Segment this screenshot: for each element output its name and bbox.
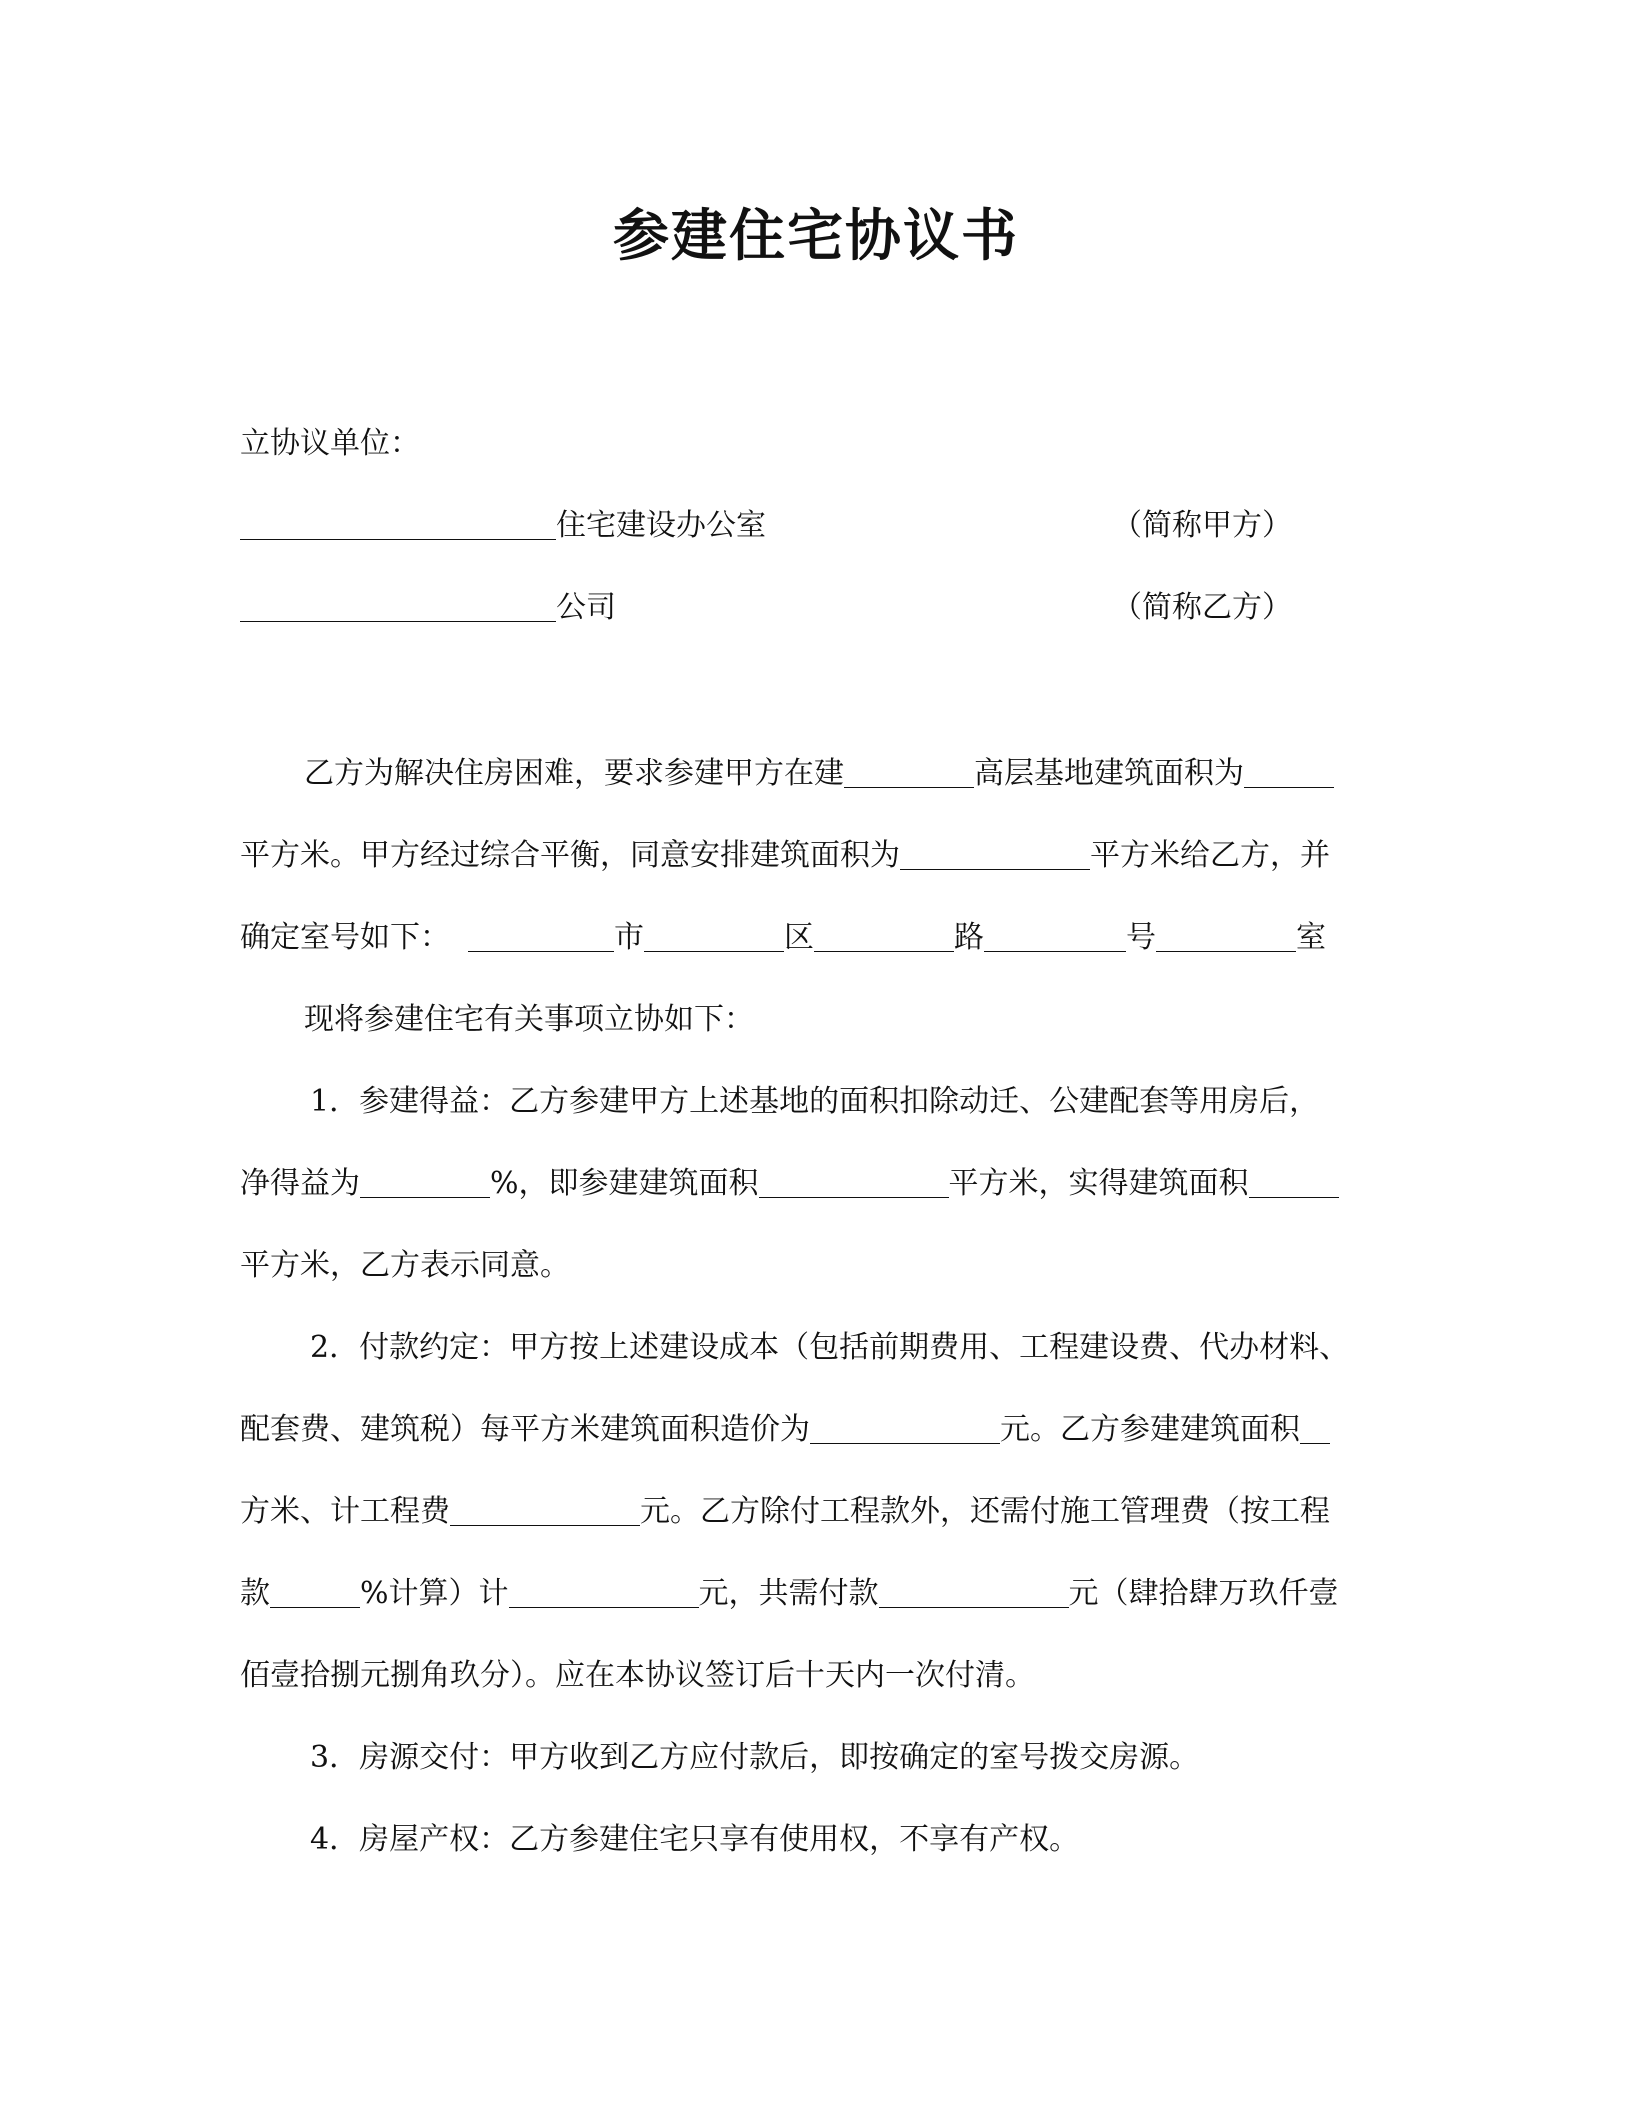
clause-text: 方米、计工程费 [240,1494,450,1529]
clause-2-line-4 [240,1574,1339,1614]
clause-text: 款 [240,1576,270,1611]
address-number-label: 号 [1126,920,1156,955]
intro-text: 确定室号如下： [240,920,450,955]
net-gain-percent-blank [360,1165,490,1198]
intro-line-1 [304,754,1334,794]
intro-line-3 [240,918,1326,958]
intro-text: 乙方为解决住房困难，要求参建甲方在建 [304,756,844,791]
clause-text: 平方米，实得建筑面积 [948,1166,1249,1201]
clause-1-line-3: 平方米，乙方表示同意。 [240,1248,570,1283]
address-road-label: 路 [954,920,984,955]
clause-1-line-2 [240,1164,1339,1204]
preamble: 现将参建住宅有关事项立协如下： [304,1002,754,1037]
clause-text: 净得益为 [240,1166,360,1201]
participating-area-blank-2 [1300,1411,1330,1444]
address-district-label: 区 [784,920,814,955]
site-name-blank [844,755,974,788]
party-a-name: 住宅建设办公室 [556,508,766,543]
clause-text: 元。乙方除付工程款外，还需付施工管理费（按工程 [640,1494,1330,1529]
party-b-blank [240,589,556,622]
document-title: 参建住宅协议书 [613,204,1019,269]
room-blank [1156,919,1296,952]
site-area-blank [1244,755,1334,788]
number-blank [984,919,1126,952]
clause-text: %，即参建建筑面积 [490,1166,759,1201]
intro-text: 高层基地建筑面积为 [974,756,1244,791]
clause-text: 配套费、建筑税）每平方米建筑面积造价为 [240,1412,810,1447]
clause-2-line-3 [240,1492,1330,1532]
participating-area-blank [759,1165,949,1198]
intro-text: 平方米给乙方，并 [1090,838,1330,873]
allotted-area-blank [900,837,1090,870]
management-fee-amount-blank [509,1575,699,1608]
intro-text: 平方米。甲方经过综合平衡，同意安排建筑面积为 [240,838,900,873]
unit-price-blank [810,1411,1000,1444]
district-blank [644,919,784,952]
clause-2-line-1: 2．付款约定：甲方按上述建设成本（包括前期费用、工程建设费、代办材料、 [310,1330,1350,1365]
parties-heading: 立协议单位： [240,426,420,461]
party-b-line [240,588,616,628]
intro-line-2 [240,836,1330,876]
clause-2-line-2 [240,1410,1330,1450]
party-a-line [240,506,766,546]
clause-2-line-5: 佰壹拾捌元捌角玖分）。应在本协议签订后十天内一次付清。 [240,1658,1035,1693]
address-city-label: 市 [614,920,644,955]
road-blank [814,919,954,952]
party-b-name: 公司 [556,590,616,625]
party-a-abbr: （简称甲方） [1112,508,1292,543]
clause-text: 元（肆拾肆万玖仟壹 [1068,1576,1339,1611]
clause-1-line-1: 1．参建得益：乙方参建甲方上述基地的面积扣除动迁、公建配套等用房后， [310,1084,1320,1119]
actual-area-blank [1249,1165,1339,1198]
party-a-blank [240,507,556,540]
party-b-abbr: （简称乙方） [1112,590,1292,625]
city-blank [468,919,614,952]
construction-fee-blank [450,1493,640,1526]
management-fee-percent-blank [270,1575,360,1608]
clause-text: 元，共需付款 [698,1576,879,1611]
total-payment-blank [879,1575,1069,1608]
clause-3: 3．房源交付：甲方收到乙方应付款后，即按确定的室号拨交房源。 [310,1740,1200,1775]
clause-text: 元。乙方参建建筑面积 [1000,1412,1300,1447]
address-room-label: 室 [1296,920,1326,955]
clause-4: 4．房屋产权：乙方参建住宅只享有使用权，不享有产权。 [310,1822,1080,1857]
clause-text: %计算）计 [360,1576,509,1611]
